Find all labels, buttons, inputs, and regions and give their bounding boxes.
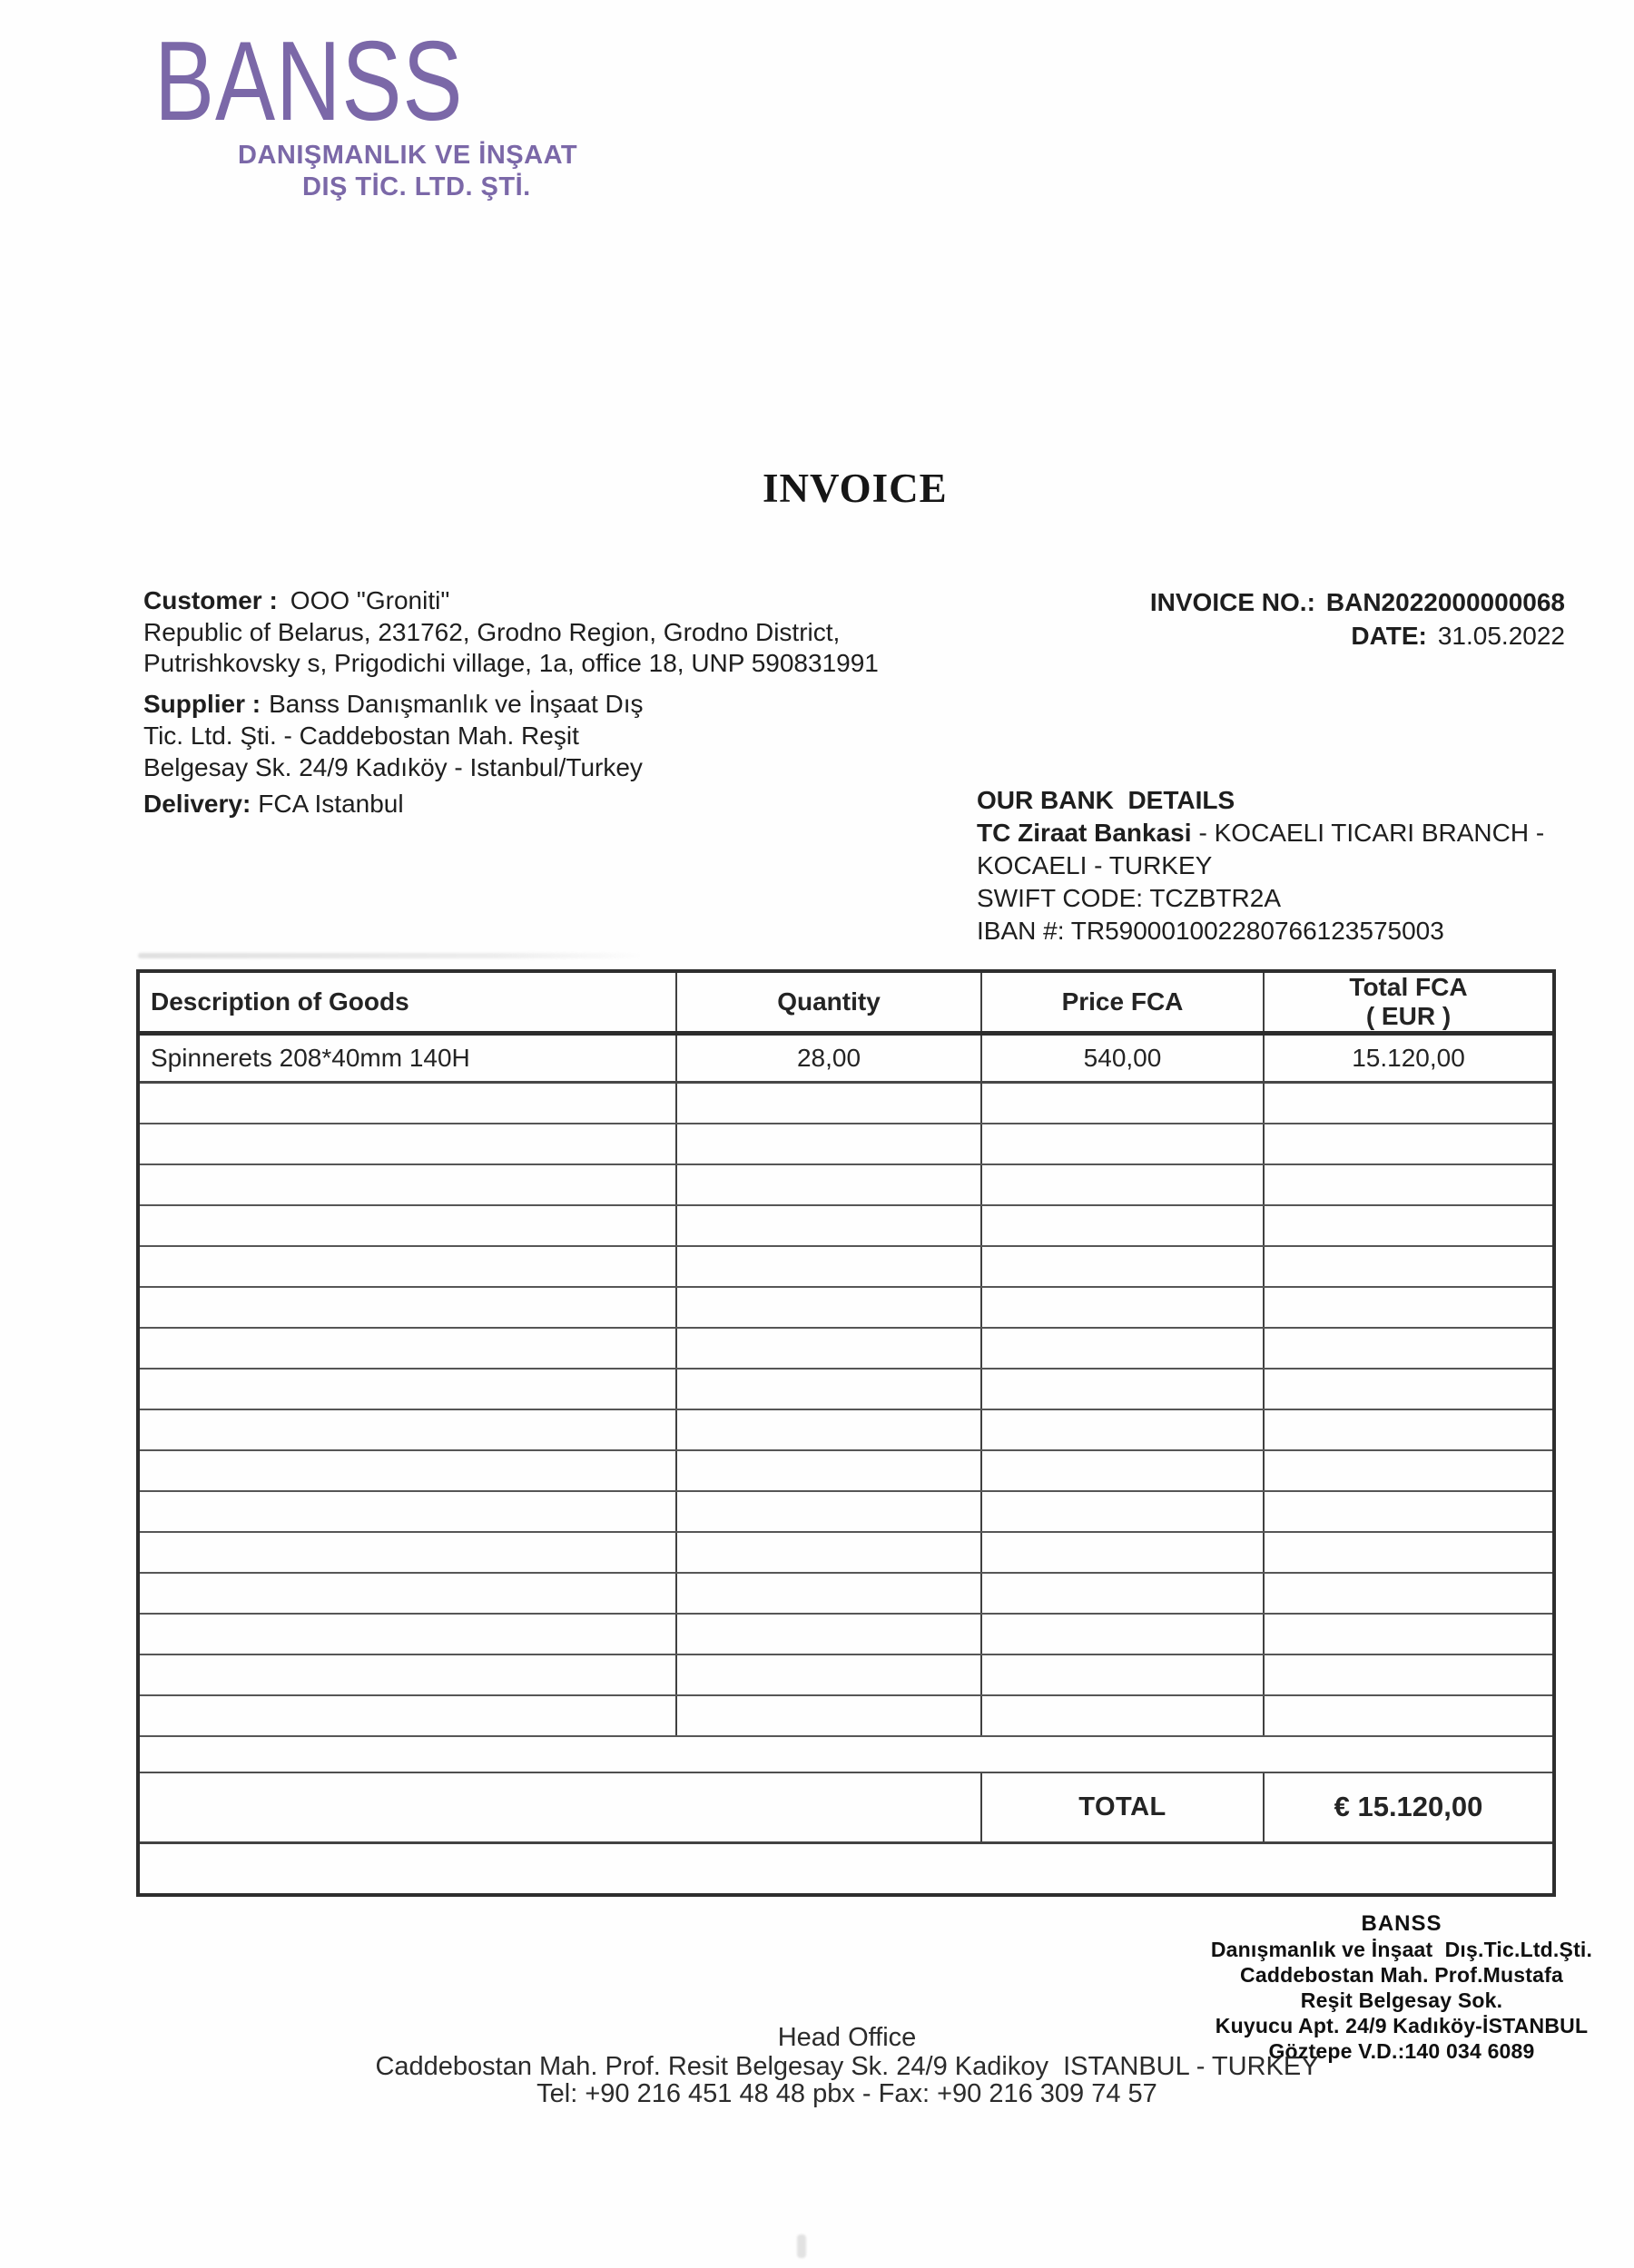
bank-heading: OUR BANK DETAILS — [977, 786, 1235, 814]
empty-cell — [138, 1124, 676, 1164]
supplier-line3: Belgesay Sk. 24/9 Kadıköy - Istanbul/Turkey — [143, 753, 643, 781]
empty-cell — [676, 1409, 981, 1450]
invoice-no-label: INVOICE NO.: — [1149, 588, 1315, 616]
total-blank-cell — [138, 1772, 981, 1843]
footer-tel-fax: Tel: +90 216 451 48 48 pbx - Fax: +90 216 309 74 57 — [536, 2079, 1157, 2108]
empty-cell — [981, 1287, 1264, 1328]
stamp-line-2: Danışmanlık ve İnşaat Dış.Tic.Ltd.Şti. — [1210, 1938, 1593, 1961]
empty-cell — [138, 1409, 676, 1450]
empty-cell — [676, 1614, 981, 1654]
empty-cell — [981, 1124, 1264, 1164]
empty-cell — [138, 1654, 676, 1695]
col-header-quantity: Quantity — [676, 971, 981, 1034]
table-empty-row — [138, 1369, 1554, 1409]
empty-cell — [981, 1246, 1264, 1287]
empty-cell — [676, 1573, 981, 1614]
item-quantity: 28,00 — [676, 1034, 981, 1083]
line-item-row — [138, 1034, 1554, 1083]
spacer-row — [138, 1736, 1554, 1772]
table-empty-row — [138, 1654, 1554, 1695]
stamp-line-3: Caddebostan Mah. Prof.Mustafa — [1240, 1963, 1563, 1987]
scan-speck — [797, 2234, 806, 2258]
supplier-line1 — [143, 688, 644, 720]
empty-cell — [981, 1164, 1264, 1205]
empty-cell — [981, 1083, 1264, 1124]
col-header-total-line2: ( EUR ) — [1365, 1002, 1452, 1030]
bank-line1 — [977, 817, 1544, 849]
empty-cell — [1264, 1409, 1554, 1450]
empty-cell — [676, 1369, 981, 1409]
empty-cell — [138, 1246, 676, 1287]
col-header-description: Description of Goods — [138, 971, 676, 1034]
table-empty-row — [138, 1491, 1554, 1532]
empty-cell — [676, 1695, 981, 1736]
empty-cell — [138, 1573, 676, 1614]
empty-cell — [981, 1409, 1264, 1450]
empty-cell — [981, 1328, 1264, 1369]
empty-rows-body — [138, 1083, 1554, 1736]
empty-cell — [981, 1532, 1264, 1573]
table-empty-row — [138, 1450, 1554, 1491]
empty-cell — [981, 1450, 1264, 1491]
bank-branch: - KOCAELI TICARI BRANCH - — [1198, 819, 1545, 847]
invoice-no-value: BAN2022000000068 — [1325, 588, 1565, 616]
empty-cell — [1264, 1205, 1554, 1246]
empty-cell — [676, 1246, 981, 1287]
empty-cell — [138, 1083, 676, 1124]
stamp-line-5: Kuyucu Apt. 24/9 Kadıköy-İSTANBUL — [1215, 2014, 1589, 2037]
empty-cell — [1264, 1287, 1554, 1328]
delivery-line — [143, 788, 644, 820]
table-empty-row — [138, 1409, 1554, 1450]
bank-details-block — [977, 784, 1544, 947]
empty-cell — [981, 1205, 1264, 1246]
empty-cell — [981, 1369, 1264, 1409]
delivery-label: Delivery: — [143, 790, 251, 818]
empty-cell — [981, 1491, 1264, 1532]
empty-cell — [676, 1124, 981, 1164]
supplier-name: Banss Danışmanlık ve İnşaat Dış — [269, 690, 644, 718]
col-header-total-line1: Total FCA — [1349, 973, 1468, 1001]
logo-subtitle-line1: DANIŞMANLIK VE İNŞAAT — [238, 141, 578, 170]
table-empty-row — [138, 1246, 1554, 1287]
empty-cell — [138, 1491, 676, 1532]
customer-label: Customer : — [143, 586, 278, 614]
empty-cell — [138, 1205, 676, 1246]
empty-cell — [1264, 1450, 1554, 1491]
scan-smudge — [138, 953, 646, 958]
invoice-date-value: 31.05.2022 — [1437, 622, 1565, 650]
bank-iban: IBAN #: TR590001002280766123575003 — [977, 917, 1444, 945]
empty-cell — [1264, 1164, 1554, 1205]
item-price: 540,00 — [981, 1034, 1264, 1083]
empty-cell — [138, 1164, 676, 1205]
empty-cell — [676, 1532, 981, 1573]
item-description: Spinnerets 208*40mm 140H — [138, 1034, 676, 1083]
empty-cell — [138, 1287, 676, 1328]
supplier-label: Supplier : — [143, 690, 261, 718]
table-empty-row — [138, 1614, 1554, 1654]
empty-cell — [676, 1205, 981, 1246]
empty-cell — [676, 1287, 981, 1328]
logo-subtitle-line2: DIŞ TİC. LTD. ŞTİ. — [302, 172, 531, 201]
empty-cell — [1264, 1491, 1554, 1532]
empty-cell — [1264, 1369, 1554, 1409]
total-row — [138, 1772, 1554, 1843]
empty-cell — [138, 1450, 676, 1491]
customer-address-line1: Republic of Belarus, 231762, Grodno Region, Grodno District, — [143, 617, 841, 646]
table-empty-row — [138, 1083, 1554, 1124]
table-empty-row — [138, 1287, 1554, 1328]
table-empty-row — [138, 1532, 1554, 1573]
empty-cell — [676, 1450, 981, 1491]
empty-cell — [1264, 1328, 1554, 1369]
bank-swift: SWIFT CODE: TCZBTR2A — [977, 884, 1281, 912]
supplier-line2: Tic. Ltd. Şti. - Caddebostan Mah. Reşit — [143, 722, 579, 750]
table-empty-row — [138, 1328, 1554, 1369]
invoice-no-line — [1150, 585, 1565, 619]
bank-line2: KOCAELI - TURKEY — [977, 851, 1213, 879]
empty-cell — [1264, 1246, 1554, 1287]
empty-cell — [981, 1654, 1264, 1695]
logo-wordmark: BANSS — [154, 19, 464, 144]
empty-cell — [1264, 1083, 1554, 1124]
table-empty-row — [138, 1124, 1554, 1164]
invoice-meta-block — [1150, 585, 1565, 653]
empty-cell — [676, 1083, 981, 1124]
line-items-table — [136, 969, 1556, 1897]
empty-cell — [676, 1491, 981, 1532]
customer-name: OOO "Groniti" — [290, 586, 450, 614]
table-empty-row — [138, 1164, 1554, 1205]
empty-cell — [1264, 1124, 1554, 1164]
col-header-price: Price FCA — [981, 971, 1264, 1034]
invoice-date-line — [1150, 619, 1565, 653]
table-bottom-cell — [138, 1843, 1554, 1895]
footer-title: Head Office — [777, 2023, 917, 2052]
empty-cell — [138, 1369, 676, 1409]
bank-name: TC Ziraat Bankasi — [977, 819, 1192, 847]
empty-cell — [138, 1614, 676, 1654]
table-bottom-row — [138, 1843, 1554, 1895]
supplier-block — [143, 688, 644, 820]
customer-address-line2: Putrishkovsky s, Prigodichi village, 1a, office 18, UNP 590831991 — [143, 649, 879, 677]
customer-line — [143, 585, 879, 617]
table-header-row — [138, 971, 1554, 1034]
total-label: TOTAL — [981, 1772, 1264, 1843]
table-empty-row — [138, 1205, 1554, 1246]
empty-cell — [1264, 1614, 1554, 1654]
stamp-line-1: BANSS — [1361, 1911, 1442, 1936]
empty-cell — [138, 1328, 676, 1369]
empty-cell — [1264, 1532, 1554, 1573]
empty-cell — [981, 1573, 1264, 1614]
invoice-date-label: DATE: — [1351, 622, 1427, 650]
footer — [121, 2024, 1573, 2108]
table-empty-row — [138, 1573, 1554, 1614]
empty-cell — [138, 1695, 676, 1736]
empty-cell — [981, 1614, 1264, 1654]
col-header-total — [1264, 971, 1554, 1034]
table-empty-row — [138, 1695, 1554, 1736]
empty-cell — [676, 1654, 981, 1695]
empty-cell — [1264, 1695, 1554, 1736]
empty-cell — [1264, 1573, 1554, 1614]
empty-cell — [981, 1695, 1264, 1736]
spacer-cell — [138, 1736, 1554, 1772]
empty-cell — [676, 1328, 981, 1369]
page-title: INVOICE — [763, 466, 948, 511]
footer-address: Caddebostan Mah. Prof. Resit Belgesay Sk. 24/9 Kadikoy ISTANBUL - TURKEY — [375, 2051, 1319, 2081]
stamp-line-6: Göztepe V.D.:140 034 6089 — [1268, 2039, 1535, 2063]
empty-cell — [676, 1164, 981, 1205]
item-total: 15.120,00 — [1264, 1034, 1554, 1083]
empty-cell — [138, 1532, 676, 1573]
stamp-line-4: Reşit Belgesay Sok. — [1300, 1988, 1503, 2012]
customer-block — [143, 585, 879, 680]
total-value: € 15.120,00 — [1264, 1772, 1554, 1843]
delivery-value: FCA Istanbul — [258, 790, 404, 818]
empty-cell — [1264, 1654, 1554, 1695]
